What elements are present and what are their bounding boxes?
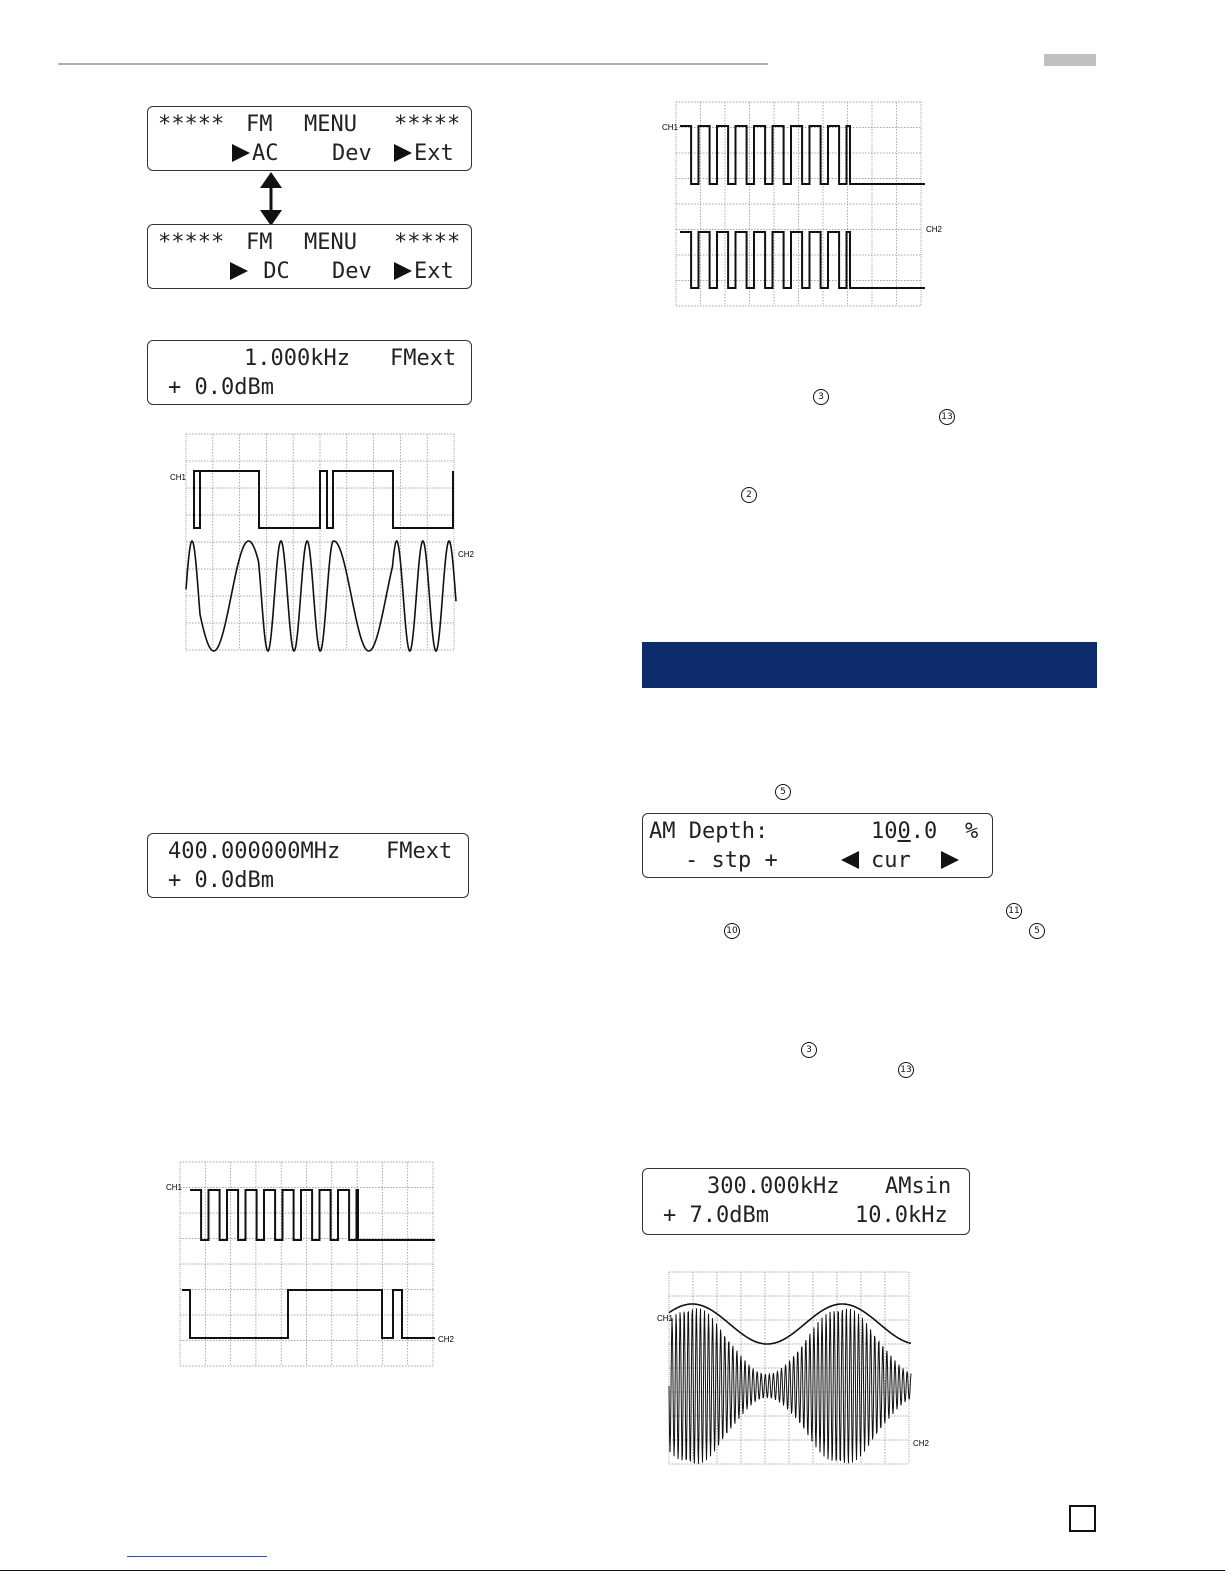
lcd-fm-label: FM [246, 230, 273, 255]
arrow-left-icon [841, 851, 859, 869]
lcd-ac-option: AC [252, 141, 279, 166]
page-number-box [1069, 1505, 1096, 1532]
ch1-label: CH1 [657, 1314, 674, 1323]
lcd-depth-cursor-digit: 0 [897, 819, 911, 844]
marker-2: 2 [741, 487, 757, 503]
scope-grid [180, 1162, 433, 1366]
lcd-mode: FMext [390, 346, 457, 371]
lcd-mod-frequency: 10.0kHz [855, 1203, 948, 1228]
lcd-depth-value-pre: 10 [871, 819, 898, 844]
marker-13: 13 [939, 409, 955, 425]
lcd-mode: FMext [386, 839, 453, 864]
ch2-am-trace [669, 1308, 911, 1463]
ch1-square-trace [194, 471, 453, 528]
lcd-stars-right: ***** [394, 230, 461, 255]
arrow-right-icon [394, 144, 412, 162]
lcd-step-control: - stp + [685, 848, 778, 873]
lcd-frequency: 400.000000MHz [168, 839, 341, 864]
ch1-burst-trace [190, 1190, 435, 1240]
arrow-right-icon [941, 851, 959, 869]
lcd-dev-option: Dev [332, 141, 372, 166]
header-tab [1044, 54, 1096, 66]
marker-5: 5 [775, 784, 791, 800]
section-header-bar [642, 642, 1097, 688]
lcd-fmext-400mhz [147, 833, 469, 898]
lcd-mode: AMsin [885, 1174, 952, 1199]
toggle-double-arrow-icon [258, 172, 284, 226]
marker-10: 10 [724, 923, 740, 939]
marker-5b: 5 [1029, 923, 1045, 939]
lcd-frequency: 1.000kHz [244, 346, 350, 371]
lcd-menu-label: MENU [304, 112, 357, 137]
lcd-stars-left: ***** [158, 230, 225, 255]
lcd-ext-option: Ext [414, 141, 454, 166]
arrow-right-icon [230, 262, 248, 280]
lcd-stars-left: ***** [158, 112, 225, 137]
scope-fm-square-right [660, 100, 950, 310]
lcd-depth-unit: % [965, 819, 979, 844]
ch2-burst-trace [680, 232, 925, 288]
lcd-level: + 0.0dBm [168, 868, 274, 893]
ch2-label: CH2 [926, 225, 943, 234]
ch2-label: CH2 [438, 1335, 455, 1344]
lcd-am-depth [642, 813, 993, 878]
lcd-fm-label: FM [246, 112, 273, 137]
ch1-label: CH1 [662, 123, 679, 132]
footer-rule [0, 1570, 1225, 1571]
lcd-level: + 7.0dBm [663, 1203, 769, 1228]
marker-13b: 13 [898, 1062, 914, 1078]
lcd-am-depth-label: AM Depth: [649, 819, 769, 844]
ch1-burst-trace [680, 126, 925, 184]
lcd-depth-value-post: .0 [910, 819, 938, 844]
lcd-ext-option: Ext [414, 259, 454, 284]
lcd-amsin [642, 1168, 970, 1235]
ch2-gate-trace [182, 1290, 435, 1338]
marker-11: 11 [1006, 903, 1022, 919]
lcd-level: + 0.0dBm [168, 375, 274, 400]
marker-3: 3 [813, 389, 829, 405]
scope-fm-square-left [160, 1160, 460, 1370]
scope-fm-sine [160, 430, 475, 655]
lcd-dev-option: Dev [332, 259, 372, 284]
ch2-label: CH2 [913, 1439, 930, 1448]
arrow-right-icon [232, 144, 250, 162]
lcd-fm-menu-dc [147, 224, 472, 289]
lcd-menu-label: MENU [304, 230, 357, 255]
ch1-label: CH1 [170, 473, 187, 482]
footer-link-underline [127, 1556, 267, 1557]
lcd-fmext-1khz [147, 340, 472, 405]
lcd-stars-right: ***** [394, 112, 461, 137]
marker-3b: 3 [801, 1042, 817, 1058]
scope-am [655, 1268, 930, 1468]
lcd-dc-option: DC [263, 259, 290, 284]
header-rule [58, 63, 768, 65]
scope-grid [676, 102, 921, 306]
ch2-label: CH2 [458, 550, 475, 559]
lcd-cursor-label: cur [871, 848, 911, 873]
arrow-right-icon [394, 262, 412, 280]
ch1-label: CH1 [166, 1183, 183, 1192]
lcd-fm-menu-ac [147, 106, 472, 171]
lcd-frequency: 300.000kHz [707, 1174, 840, 1199]
